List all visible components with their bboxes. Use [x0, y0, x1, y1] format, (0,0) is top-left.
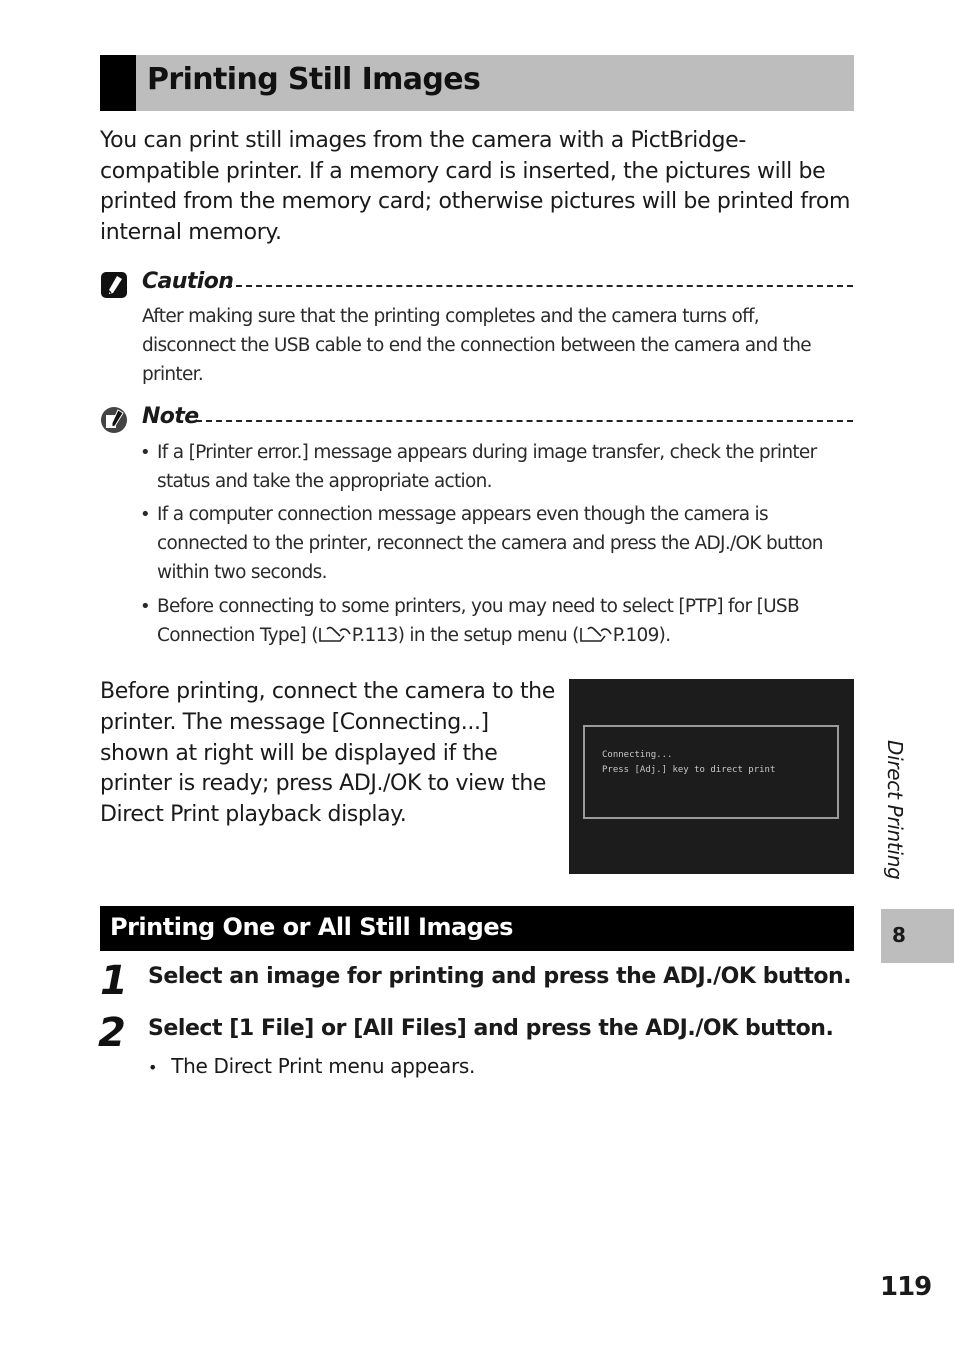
- step-text: Select an image for printing and press the ADJ./OK button.: [148, 964, 852, 989]
- caution-label: Caution: [142, 269, 234, 294]
- intro-paragraph: You can print still images from the camera with a PictBridge-compatible printer. If a memory card is inserted, the pictures will be printed from the memory card; otherwise pictures will be printed from internal memory.: [100, 128, 851, 246]
- bullet-dot: •: [148, 1058, 158, 1077]
- note-item-text: Before connecting to some printers, you may need to select [PTP] for [USB Connection Type] ( P.113) in the setup menu ( P.109).: [157, 596, 799, 646]
- caution-divider: [226, 285, 853, 287]
- camera-screen-image: [569, 679, 854, 874]
- bullet-dot: •: [140, 442, 150, 463]
- side-chapter-label: Direct Printing: [883, 740, 907, 880]
- note-pencil-icon: [100, 406, 128, 434]
- chapter-tab: [881, 909, 954, 963]
- note-item-text: If a [Printer error.] message appears during image transfer, check the printer status and take the appropriate action.: [157, 442, 817, 492]
- step-number: 1: [100, 958, 128, 1004]
- caution-pencil-icon: [100, 271, 128, 299]
- note-label: Note: [142, 404, 199, 429]
- bullet-dot: •: [140, 504, 150, 525]
- list-item: [148, 1054, 475, 1078]
- page-number: 119: [880, 1272, 932, 1302]
- subheading-bar: [100, 906, 854, 951]
- page-reference-icon: [318, 623, 352, 641]
- page-ref-link[interactable]: P.113: [351, 625, 398, 646]
- step-number: 2: [98, 1010, 126, 1056]
- page-title: Printing Still Images: [147, 62, 481, 97]
- note-divider: [196, 420, 853, 422]
- bullet-dot: •: [140, 596, 150, 617]
- title-marker-block: [100, 55, 136, 111]
- page-ref-link[interactable]: P.109: [612, 625, 659, 646]
- page-reference-icon: [579, 623, 613, 641]
- section-title-bar: [100, 55, 854, 111]
- step-text: Select [1 File] or [All Files] and press the ADJ./OK button.: [148, 1016, 834, 1041]
- connect-paragraph: Before printing, connect the camera to the printer. The message [Connecting...] shown at right will be displayed if the printer is ready; press ADJ./OK to view the Direct Print playback display.: [100, 679, 555, 828]
- screen-message-line: Connecting...: [602, 750, 673, 760]
- note-item-text: If a computer connection message appears even though the camera is connected to the printer, reconnect the camera and press the ADJ./OK button within two seconds.: [157, 504, 823, 583]
- screen-message-line: Press [Adj.] key to direct print: [602, 765, 776, 775]
- caution-text: After making sure that the printing completes and the camera turns off, disconnect the USB cable to end the connection between the camera and the printer.: [142, 306, 811, 385]
- chapter-number: 8: [892, 923, 906, 947]
- subheading: Printing One or All Still Images: [110, 913, 513, 941]
- step-note: The Direct Print menu appears.: [171, 1054, 476, 1078]
